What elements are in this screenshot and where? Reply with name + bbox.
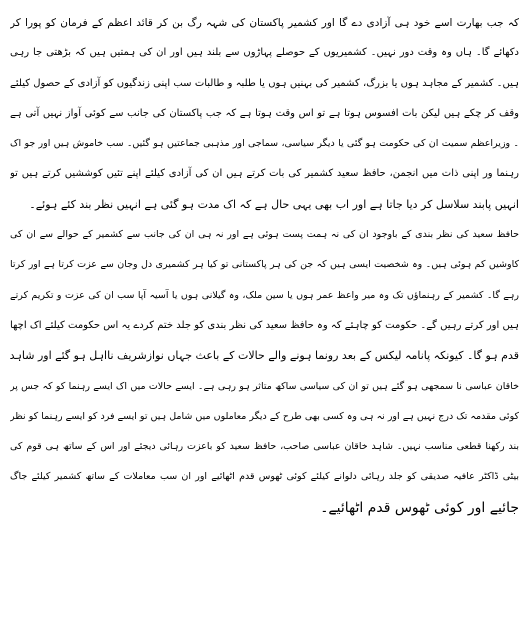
text-line: حافظ سعید کی نظر بندی کے باوجود ان کی نہ ہمت پست ہوئی ہے اور نہ ہی ان کی جانب سے کشمیر کے حوالے سے ان کی: [10, 229, 519, 241]
text-line: بند رکھنا قطعی مناسب نہیں۔ شاہد خاقان عباسی صاحب، حافظ سعید کو باعزت رہائی دیجئے اور اس کے ساتھ ہی قوم کی: [10, 441, 519, 453]
text-line: قدم ہو گا۔ کیونکہ پانامہ لیکس کے بعد رونما ہونے والے حالات کے باعث جہاں نوازشریف نااہل ہو گئے اور شاہد: [10, 349, 519, 363]
text-line: کاوشیں کم ہوئی ہیں۔ وہ شخصیت ایسی ہیں کہ جن کی ہر پاکستانی تو کیا ہر کشمیری دل وجان سے عزت کرتا ہے اور کرتا: [10, 259, 519, 271]
text-line: دکھائے گا۔ ہاں وہ وقت دور نہیں۔ کشمیریوں کے حوصلے پہاڑوں سے بلند ہیں اور ان کی ہمتیں ہیں کہ بڑھتی جا رہی: [10, 47, 519, 59]
text-line: انہیں پابند سلاسل کر دیا جاتا ہے اور اب بھی یہی حال ہے کہ اک مدت ہو گئی ہے انہیں نظر بند کئے ہوئے۔: [29, 197, 519, 211]
text-line: خاقان عباسی نا سمجھی ہو گئے ہیں تو ان کی سیاسی ساکھ متاثر ہو رہی ہے۔ ایسے حالات میں اک ایسے رہنما کو کہ جس پر: [10, 380, 519, 392]
text-line: رہے گا۔ کشمیر کے رہنماؤں تک وہ میر واعظ عمر ہوں یا سین ملک، وہ گیلانی ہوں یا آسیہ آپا سب ان کی عزت و تکریم کرتے: [10, 289, 519, 301]
text-line: ۔ وزیراعظم سمیت ان کی حکومت ہو گئی یا دیگر سیاسی، سماجی اور مذہبی جماعتیں ہو گئیں۔ سب خاموش ہیں اور جو اک: [10, 138, 519, 150]
text-line: کہ جب بھارت اسے خود ہی آزادی دے گا اور کشمیر پاکستان کی شہہ رگ بن کر قائد اعظم کے فرمان کو پورا کر: [10, 17, 519, 29]
text-line: ہیں اور کرتے رہیں گے۔ حکومت کو چاہئے کہ وہ حافظ سعید کی نظر بندی کو جلد ختم کردے یہ اس حکومت کیلئے اک اچھا: [10, 319, 519, 331]
text-line: جائیے اور کوئی ٹھوس قدم اٹھائیے۔: [320, 499, 519, 516]
text-line: ہیں۔ کشمیر کے مجاہد ہوں یا بزرگ، کشمیر کی بہنیں ہوں یا طلبہ و طالبات سب اپنی زندگیوں کو آزادی کے حصول کیلئے: [10, 77, 519, 89]
text-line: کوئی مقدمہ تک درج نہیں ہے اور نہ ہی وہ کسی بھی طرح کے دیگر معاملوں میں شامل ہیں تو ایسے فرد کو ایسے رہنما کو نظر: [10, 410, 519, 422]
text-line: رہنما ور اپنی ذات میں انجمن، حافظ سعید کشمیر کی بات کرتے ہیں ان کی آزادی کیلئے اپنے تئیں کوششیں کرتے ہیں تو: [10, 168, 519, 180]
text-line: وقف کر چکے ہیں لیکن بات افسوس ہوتا ہے تو اس وقت ہوتا ہے کہ جب پاکستان کی جانب سے کوئی آواز نہیں آتی ہے: [10, 107, 519, 119]
text-line: بیٹی ڈاکٹر عافیہ صدیقی کو جلد رہائی دلوانے کیلئے کوئی ٹھوس قدم اٹھائیے اور ان سب معاملات کے ساتھ کشمیر کیلئے جاگ: [10, 471, 519, 483]
